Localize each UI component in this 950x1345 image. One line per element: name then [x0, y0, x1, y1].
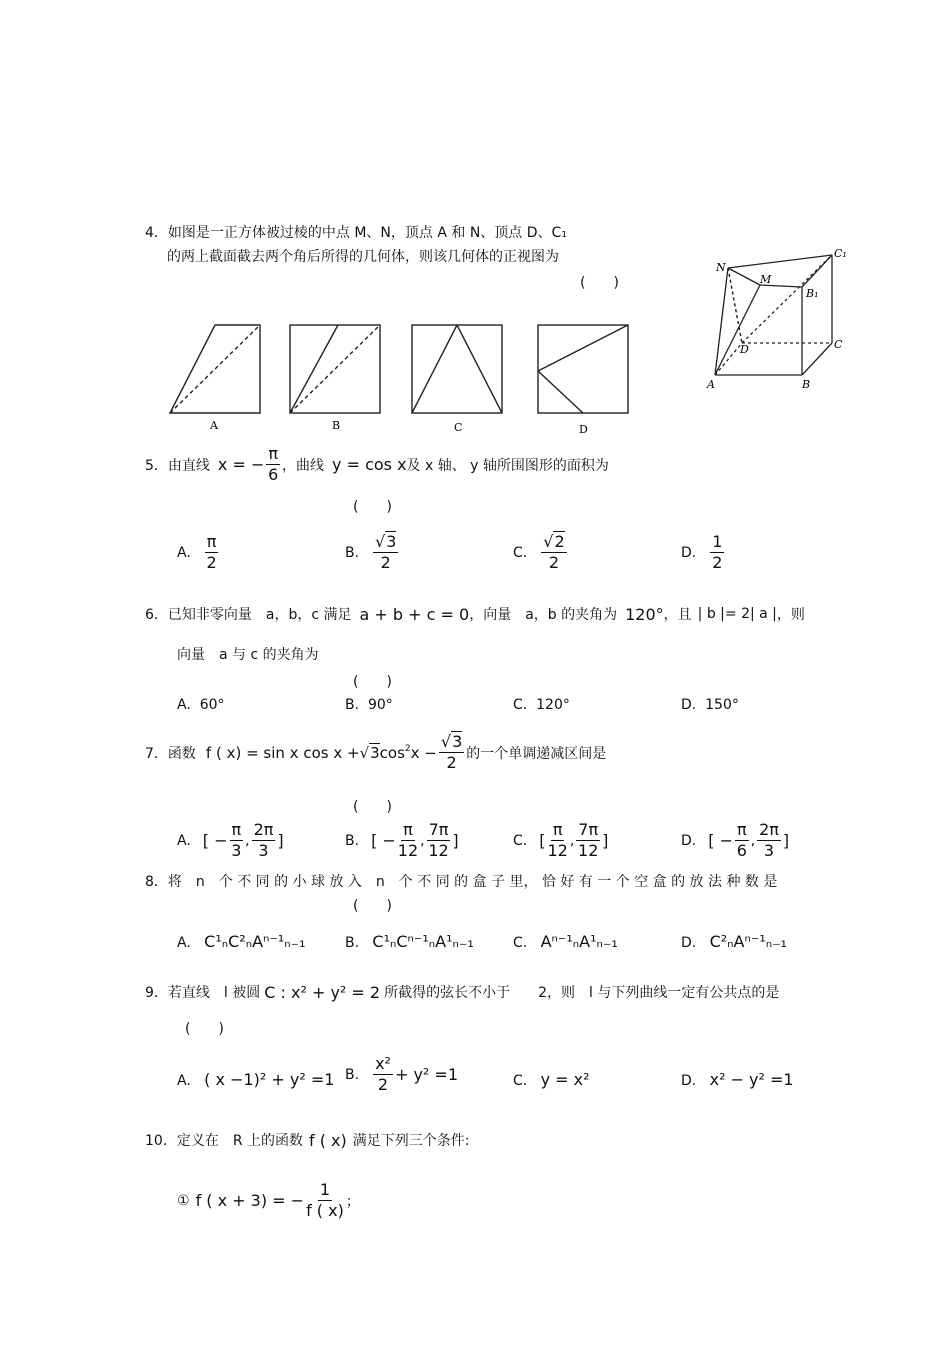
q8-option-c: C. Aⁿ⁻¹ₙA¹ₙ₋₁: [513, 932, 618, 951]
q4-view-options: [160, 315, 640, 440]
option-d-label: D: [579, 423, 588, 436]
q7-option-d: D. [ − $\frac{\pi}{6}$ , $\frac{2\pi}{3}$ ]: [681, 820, 790, 860]
q9-paren: ( ): [185, 1021, 224, 1037]
q6-option-b: B. 90°: [345, 697, 393, 713]
option-b-solid: [290, 325, 338, 413]
q9-option-c: C. y = x²: [513, 1070, 590, 1089]
option-b-dashed: [290, 325, 380, 413]
q4-line1: 4．如图是一正方体被过棱的中点 M、N，顶点 A 和 N、顶点 D、C₁: [145, 225, 567, 241]
label-b: B: [802, 378, 811, 391]
option-d-square: [538, 325, 628, 413]
q5-tail: 及 x 轴、 y 轴所围图形的面积为: [406, 457, 609, 474]
option-d-upper: [538, 325, 628, 371]
option-a-label: A: [210, 419, 218, 432]
q8-paren: ( ): [353, 898, 392, 914]
q8-option-d: D. C²ₙAⁿ⁻¹ₙ₋₁: [681, 932, 787, 951]
q9-option-d: D. x² − y² =1: [681, 1070, 794, 1089]
q5-option-d: D. $\frac{1}{2}$: [681, 532, 723, 572]
option-c-label: C: [454, 421, 463, 434]
q6-paren: ( ): [353, 674, 392, 690]
q9-option-a: A. ( x −1)² + y² =1: [177, 1070, 335, 1089]
q5-curve: y = cos x: [332, 455, 407, 474]
option-c-square: [412, 325, 502, 413]
q7-option-c: C. [ $\frac{\pi}{12}$ , $\frac{7\pi}{12}$ ]: [513, 820, 609, 860]
q9-option-b: B. $\frac{\text{x²}}{2}$ + y² =1: [345, 1054, 458, 1094]
q7-option-a: A. [ − $\frac{\pi}{3}$ , $\frac{2\pi}{3}$ ]: [177, 820, 284, 860]
option-a-dashed: [170, 325, 260, 413]
option-d-lower: [538, 371, 583, 413]
label-m: M: [760, 273, 772, 286]
q5-number: 5．由直线: [145, 457, 210, 474]
label-c1: C₁: [834, 247, 847, 260]
q4-paren: ( ): [580, 275, 619, 291]
label-b1: B₁: [806, 287, 819, 300]
q5-paren: ( ): [353, 499, 392, 515]
option-b-label: B: [332, 419, 341, 432]
q7-option-b: B. [ − $\frac{\pi}{12}$ , $\frac{7\pi}{12}$ ]: [345, 820, 459, 860]
q4-solid-figure: [700, 245, 860, 395]
q6-line2: 向量 a 与 c 的夹角为: [177, 647, 319, 663]
q10-condition-1: ① f ( x + 3) = − $\frac{1}{f ( x)}$ ；: [177, 1180, 360, 1220]
label-a: A: [707, 378, 715, 391]
q8-option-a: A. C¹ₙC²ₙAⁿ⁻¹ₙ₋₁: [177, 932, 306, 951]
label-n: N: [716, 261, 726, 274]
q8-stem: 8．将 n 个 不 同 的 小 球 放 入 n 个 不 同 的 盒 子 里， 恰 好 有 一 个 空 盒 的 放 法 种 数 是: [145, 874, 778, 890]
q5-option-a: A. $\frac{\pi}{2}$: [177, 532, 217, 572]
option-c-left: [412, 325, 457, 413]
q7-stem: 7．函数 f ( x) = sin x cos x + √3 cos $^2$ x − $\frac{√3}{2}$ 的一个单调递减区间是: [145, 732, 607, 772]
q5-option-b: B. $\frac{√3}{2}$: [345, 532, 397, 572]
q7-paren: ( ): [353, 799, 392, 815]
q8-option-b: B. C¹ₙCⁿ⁻¹ₙA¹ₙ₋₁: [345, 932, 474, 951]
q6-line1: 6．已知非零向量 a，b，c 满足 a + b + c = 0 ，向量 a，b 的夹角为 120° ，且 | b |= 2| a | ，则: [145, 604, 805, 624]
label-c: C: [834, 338, 843, 351]
q5-mid: ，曲线: [282, 457, 325, 474]
q10-stem: 10．定义在 R 上的函数 f ( x) 满足下列三个条件:: [145, 1130, 470, 1150]
q5-line-eq: x = −: [217, 455, 265, 474]
q6-option-c: C. 120°: [513, 697, 570, 713]
q9-stem: 9．若直线 l 被圆 C : x² + y² = 2 所截得的弦长不小于 2，则 l 与下列曲线一定有公共点的是: [145, 982, 780, 1002]
q5-option-c: C. $\frac{√2}{2}$: [513, 532, 565, 572]
q6-option-d: D. 150°: [681, 697, 739, 713]
q4-line2: 的两上截面截去两个角后所得的几何体，则该几何体的正视图为: [167, 249, 559, 265]
label-d: D: [740, 343, 749, 356]
q5-fraction: $\frac{\pi}{6}$: [268, 444, 279, 484]
q5-stem: [145, 444, 609, 485]
q6-option-a: A. 60°: [177, 697, 225, 713]
option-c-right: [457, 325, 502, 413]
